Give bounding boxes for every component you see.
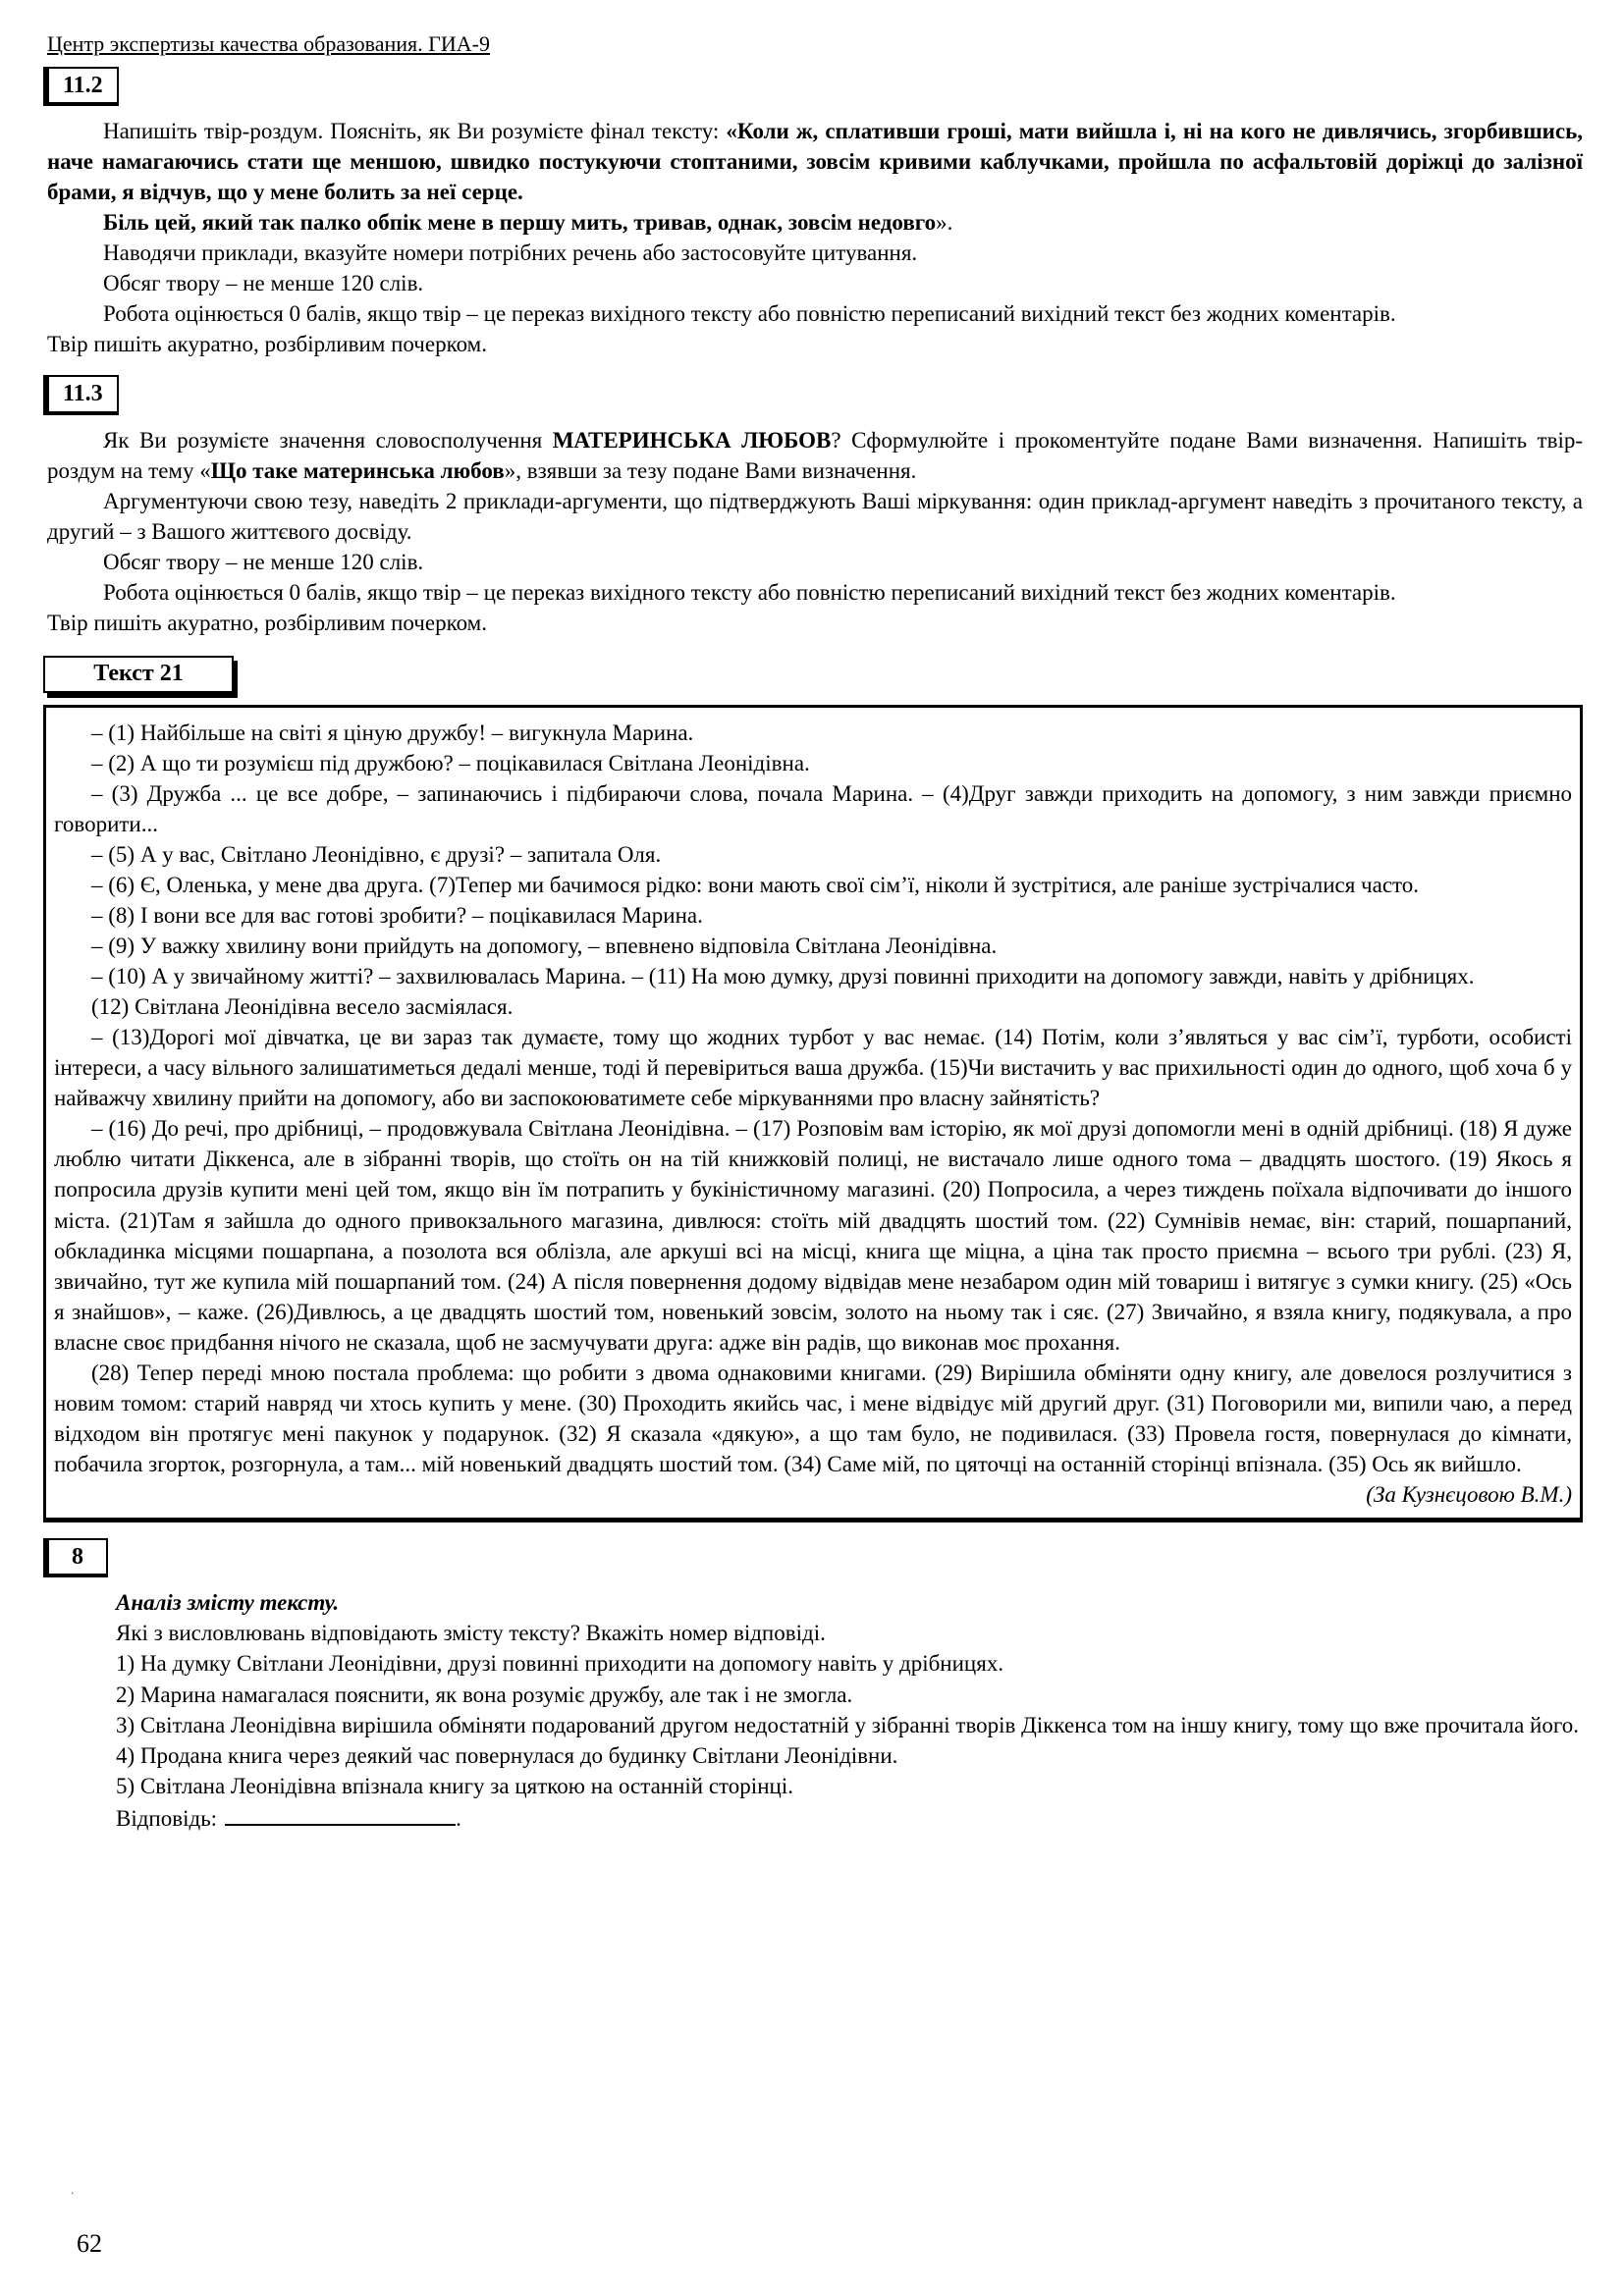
task-8-question: Які з висловлювань відповідають змісту тексту? Вкажіть номер відповіді. xyxy=(116,1621,826,1646)
task-8-section xyxy=(47,1587,1583,1833)
answer-blank xyxy=(225,1822,456,1826)
task-11-2-quote-line2 xyxy=(47,207,1583,238)
text-attribution: (За Кузнєцовою В.М.) xyxy=(1366,1481,1572,1507)
task-11-3-intro xyxy=(47,425,1583,486)
stray-mark: . xyxy=(71,2182,75,2197)
text-paragraph-8: – (10) А у звичайному житті? – захвилювалась Марина. – (11) На мою думку, друзі повинні приходити на допомогу завжди, навіть у дрібницях. xyxy=(91,964,1475,989)
text-paragraph-5: – (6) Є, Оленька, у мене два друга. (7)Тепер ми бачимося рідко: вони мають свої сім’ї, ніколи й зустрітися, але раніше зустрічалися часто. xyxy=(91,873,1420,897)
text-paragraph-2: – (2) А що ти розумієш під дружбою? – поцікавилася Світлана Леонідівна. xyxy=(91,750,810,775)
task-11-2-number-row xyxy=(47,65,1583,116)
task-11-3-topic-bold: Що таке материнська любов xyxy=(210,457,505,483)
task-11-3-number-box: 11.3 xyxy=(43,375,119,414)
task-11-3-arguments-note: Аргументуючи свою тезу, наведіть 2 приклади-аргументи, що підтверджують Ваші міркування: один приклад-аргумент наведіть з прочитаного тексту, а другий – з Вашого життєвого досвіду. xyxy=(47,488,1583,544)
task-11-2-neat-note: Твір пишіть акуратно, розбірливим почерком. xyxy=(47,332,487,357)
task-8-option-3: 3) Світлана Леонідівна вирішила обміняти подарований другом недостатній у зібранні творів Діккенса том на іншу книгу, тому що вже прочитала його. xyxy=(116,1712,1579,1737)
task-8-option-1: 1) На думку Світлани Леонідівни, друзі повинні приходити на допомогу навіть у дрібницях. xyxy=(116,1651,1004,1677)
task-11-2-intro xyxy=(47,116,1583,207)
task-11-3-number-row xyxy=(47,373,1583,424)
text-paragraph-12: (28) Тепер переді мною постала проблема: що робити з двома однаковими книгами. (29) Вирішила обміняти одну книгу, але довелося розлучитися з новим томом: старий навряд чи хтось купить у мене. (30) Проходить якийсь час, і мене відвідує мій другий друг. (31) Поговорили ми, випили чаю, а перед відходом він протягує мені пакунок у подарунок. (32) Я сказала «дякую», а що там було, не подивилася. (33) Провела гостя, повернулася до кімнати, побачила згорток, розгорнула, а там... мій новенький двадцять шостий том. (34) Саме мій, по цяточці на останній сторінці впізнала. (35) Ось як вийшло. xyxy=(54,1360,1572,1476)
task-11-2-quote-bold: «Коли ж, сплативши гроші, мати вийшла і, ні на кого не дивлячись, згорбившись, наче намагаючись стати ще меншою, швидко постукуючи стоптаними, зовсім кривими каблучками, пройшла по асфальтовій доріжці до залізної брами, я відчув, що у мене болить за неї серце. xyxy=(47,119,1584,205)
task-11-2-section xyxy=(47,116,1583,359)
page-header: Центр экспертизы качества образования. ГИА-9 xyxy=(47,31,490,56)
text-paragraph-10: – (13)Дорогі мої дівчатка, це ви зараз так думаєте, тому що жодних турбот у вас немає. (14) Потім, коли з’являться у вас сім’ї, турботи, особисті інтереси, а часу вільного залишатиметься дедалі менше, тоді й перевіриться ваша дружба. (15)Чи вистачить у вас прихильності один до одного, щоб хоча б у найважчу хвилину прийти на допомогу, або ви заспокоюватимете себе міркуваннями про власну зайнятість? xyxy=(54,1025,1572,1111)
text-21-label-box: Текст 21 xyxy=(43,656,234,693)
task-8-option-5: 5) Світлана Леонідівна впізнала книгу за цяткою на останній сторінці. xyxy=(116,1773,793,1798)
text-paragraph-1: – (1) Найбільше на світі я ціную дружбу! – вигукнула Марина. xyxy=(91,720,694,745)
task-11-3-intro-tail: », взявши за тезу подане Вами визначення. xyxy=(504,457,917,483)
task-8-number-row xyxy=(47,1536,1583,1587)
task-11-3-volume-note: Обсяг твору – не менше 120 слів. xyxy=(103,550,424,575)
text-21-box xyxy=(43,705,1583,1522)
answer-label: Відповідь: xyxy=(116,1805,218,1831)
task-11-3-section xyxy=(47,425,1583,638)
task-11-2-quote-close: ». xyxy=(936,210,953,236)
text-paragraph-3: – (3) Дружба ... це все добре, – запинаючись і підбираючи слова, почала Марина. – (4)Друг завжди приходить на допомогу, з ним завжди приємно говорити... xyxy=(54,780,1572,836)
task-11-2-number-box: 11.2 xyxy=(43,67,119,106)
answer-period: . xyxy=(456,1805,461,1831)
task-11-3-intro-lead: Як Ви розумієте значення словосполучення xyxy=(103,427,553,453)
task-11-3-zero-score-note: Робота оцінюється 0 балів, якщо твір – це переказ вихідного тексту або повністю переписаний вихідний текст без жодних коментарів. xyxy=(103,580,1396,606)
task-8-number-box: 8 xyxy=(43,1538,108,1577)
task-11-3-term-bold: МАТЕРИНСЬКА ЛЮБОВ xyxy=(552,427,832,453)
text-paragraph-7: – (9) У важку хвилину вони прийдуть на допомогу, – впевнено відповіла Світлана Леонідівна. xyxy=(91,934,998,959)
task-11-3-neat-note: Твір пишіть акуратно, розбірливим почерком. xyxy=(47,611,487,636)
task-11-2-zero-score-note: Робота оцінюється 0 балів, якщо твір – це переказ вихідного тексту або повністю переписаний вихідний текст без жодних коментарів. xyxy=(103,301,1396,327)
text-paragraph-6: – (8) І вони все для вас готові зробити? – поцікавилася Марина. xyxy=(91,903,703,929)
task-8-option-4: 4) Продана книга через деякий час повернулася до будинку Світлани Леонідівни. xyxy=(116,1742,898,1768)
task-11-2-examples-note: Наводячи приклади, вказуйте номери потрібних речень або застосовуйте цитування. xyxy=(103,240,918,266)
page-number: 62 xyxy=(77,2228,102,2258)
text-21-label-row xyxy=(47,638,1583,705)
task-8-title: Аналіз змісту тексту. xyxy=(116,1590,340,1616)
task-11-3-intro-mid: ? Сформулюйте і прокоментуйте подане Вами визначення. Напишіть твір-роздум на тему « xyxy=(47,427,1583,483)
task-11-2-quote2-bold: Біль цей, який так палко обпік мене в першу мить, тривав, однак, зовсім недовго xyxy=(103,210,937,236)
task-11-2-volume-note: Обсяг твору – не менше 120 слів. xyxy=(103,271,424,296)
task-8-option-2: 2) Марина намагалася пояснити, як вона розуміє дружбу, але так і не змогла. xyxy=(116,1682,853,1707)
text-paragraph-11: – (16) До речі, про дрібниці, – продовжувала Світлана Леонідівна. – (17) Розповім вам історію, як мої друзі допомогли мені в одній дрібниці. (18) Я дуже люблю читати Діккенса, але в зібранні творів, що стоїть он на тій книжковій полиці, не вистачало лише одного тома – двадцять шостого. (19) Якось я попросила друзів купити мені цей том, якщо він їм потрапить у букіністичному магазині. (20) Попросила, а через тиждень поїхала відпочивати до іншого міста. (21)Там я зайшла до одного привокзального магазина, дивлюся: стоїть мій двадцять шостий том. (22) Сумнівів немає, він: старий, пошарпаний, обкладинка місцями пошарпана, а позолота вся облізла, але аркуші всі на місці, книга ще міцна, а ціна так просто приємна – всього три рублі. (23) Я, звичайно, тут же купила мій пошарпаний том. (24) А після повернення додому відвідав мене незабаром один мій товариш і витягує з сумки книгу. (25) «Ось я знайшов», – каже. (26)Дивлюсь, а це двадцять шостий том, новенький зовсім, золото на ньому так і сяє. (27) Звичайно, я взяла книгу, подякувала, а про власне своє придбання нічого не сказала, щоб не засмучувати друга: адже він радів, що виконав моє прохання. xyxy=(54,1116,1572,1355)
task-11-2-intro-lead: Напишіть твір-роздум. Поясніть, як Ви розумієте фінал тексту: xyxy=(103,119,727,144)
text-paragraph-9: (12) Світлана Леонідівна весело засміялася. xyxy=(91,994,514,1020)
text-paragraph-4: – (5) А у вас, Світлано Леонідівно, є друзі? – запитала Оля. xyxy=(91,841,662,867)
task-8-answer-line xyxy=(47,1803,1583,1834)
